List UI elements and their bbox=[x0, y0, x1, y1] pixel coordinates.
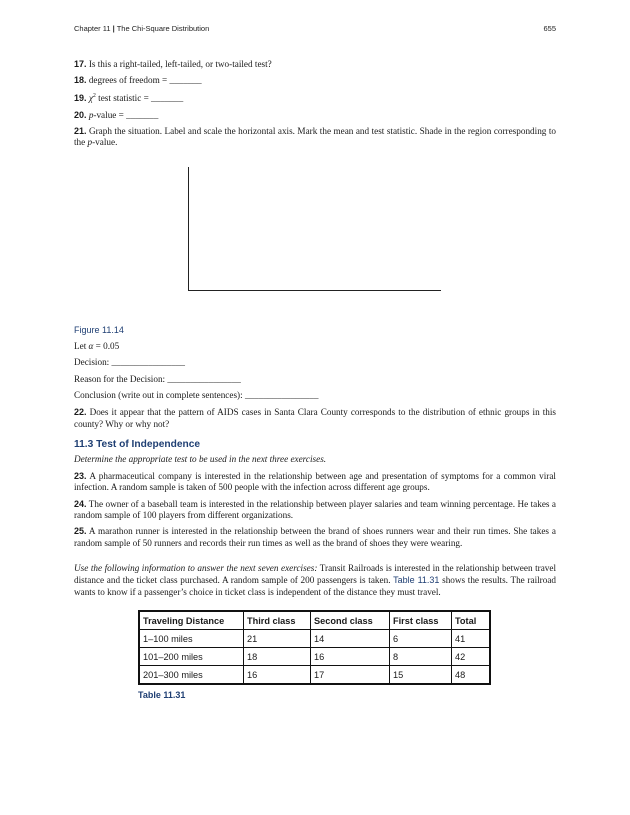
table-cell: 15 bbox=[390, 666, 452, 685]
table-cell: 8 bbox=[390, 648, 452, 666]
table-cell: 16 bbox=[311, 648, 390, 666]
table-cell: 41 bbox=[452, 630, 491, 648]
question-23: 23. A pharmaceutical company is interested in the relationship between age and presentation of symptoms for a common viral infection. A random sample is taken of 500 people with the infection across different age groups. bbox=[74, 470, 556, 493]
question-22: 22. Does it appear that the pattern of AIDS cases in Santa Clara County corresponds to the distribution of ethnic groups in this county? Why or why not? bbox=[74, 406, 556, 429]
table-cell: 1–100 miles bbox=[139, 630, 244, 648]
table-cell: 14 bbox=[311, 630, 390, 648]
horizontal-axis bbox=[188, 290, 441, 291]
header-cell: Second class bbox=[311, 611, 390, 630]
table-cell: 42 bbox=[452, 648, 491, 666]
alpha-line: Let α = 0.05 bbox=[74, 341, 120, 351]
header-cell: First class bbox=[390, 611, 452, 630]
question-24: 24. The owner of a baseball team is interested in the relationship between player salaries and team winning percentage. He takes a random sample of 100 players from different organizations. bbox=[74, 498, 556, 521]
question-21: 21. Graph the situation. Label and scale the horizontal axis. Mark the mean and test statistic. Shade in the region corresponding to the p-value. bbox=[74, 125, 556, 148]
page-number: 655 bbox=[543, 24, 556, 33]
page-content bbox=[74, 59, 556, 706]
section-instruction: Determine the appropriate test to be used in the next three exercises. bbox=[74, 454, 327, 465]
question-20: 20. p-value = _______ bbox=[74, 109, 159, 120]
vertical-axis bbox=[188, 167, 189, 291]
decision-line: Decision: ________________ bbox=[74, 357, 186, 368]
question-18: 18. degrees of freedom = _______ bbox=[74, 75, 202, 86]
table-cell: 101–200 miles bbox=[139, 648, 244, 666]
table-cell: 16 bbox=[244, 666, 311, 685]
table-row bbox=[139, 630, 490, 648]
reason-line: Reason for the Decision: ________________ bbox=[74, 373, 241, 384]
header-cell: Third class bbox=[244, 611, 311, 630]
data-table bbox=[138, 610, 491, 685]
info-paragraph: Use the following information to answer the next seven exercises: Transit Railroads is interested in the relationship between travel distance and the ticket class purchased. A random sample of 200 passengers is taken. Table 11.31 shows the results. The railroad wants to know if a passenger’s choice in ticket class is independent of the distance they must travel. bbox=[74, 563, 557, 597]
table-row bbox=[139, 648, 490, 666]
table-cell: 17 bbox=[311, 666, 390, 685]
table-row bbox=[139, 666, 490, 685]
figure-caption: Figure 11.14 bbox=[74, 325, 124, 335]
table-header-row bbox=[139, 611, 490, 630]
table-reference-link[interactable]: Table 11.31 bbox=[393, 575, 440, 586]
blank-graph-figure bbox=[74, 167, 556, 319]
conclusion-line: Conclusion (write out in complete sentences): ________________ bbox=[74, 390, 319, 401]
header-cell: Traveling Distance bbox=[139, 611, 244, 630]
table-cell: 201–300 miles bbox=[139, 666, 244, 685]
table-cell: 48 bbox=[452, 666, 491, 685]
section-heading: 11.3 Test of Independence bbox=[74, 439, 201, 451]
question-25: 25. A marathon runner is interested in the relationship between the brand of shoes runners wear and their run times. She takes a random sample of 50 runners and records their run times as well as the brand of shoes they were wearing. bbox=[74, 526, 556, 548]
table-cell: 21 bbox=[244, 630, 311, 648]
running-head: Chapter 11 | The Chi-Square Distribution bbox=[74, 24, 210, 33]
table-cell: 18 bbox=[244, 648, 311, 666]
question-19: 19. $\chi^2$ test statistic = _______ bbox=[74, 93, 184, 104]
header-cell: Total bbox=[452, 611, 491, 630]
table-cell: 6 bbox=[390, 630, 452, 648]
table-caption: Table 11.31 bbox=[138, 690, 186, 701]
question-17: 17. Is this a right-tailed, left-tailed, or two-tailed test? bbox=[74, 59, 272, 69]
